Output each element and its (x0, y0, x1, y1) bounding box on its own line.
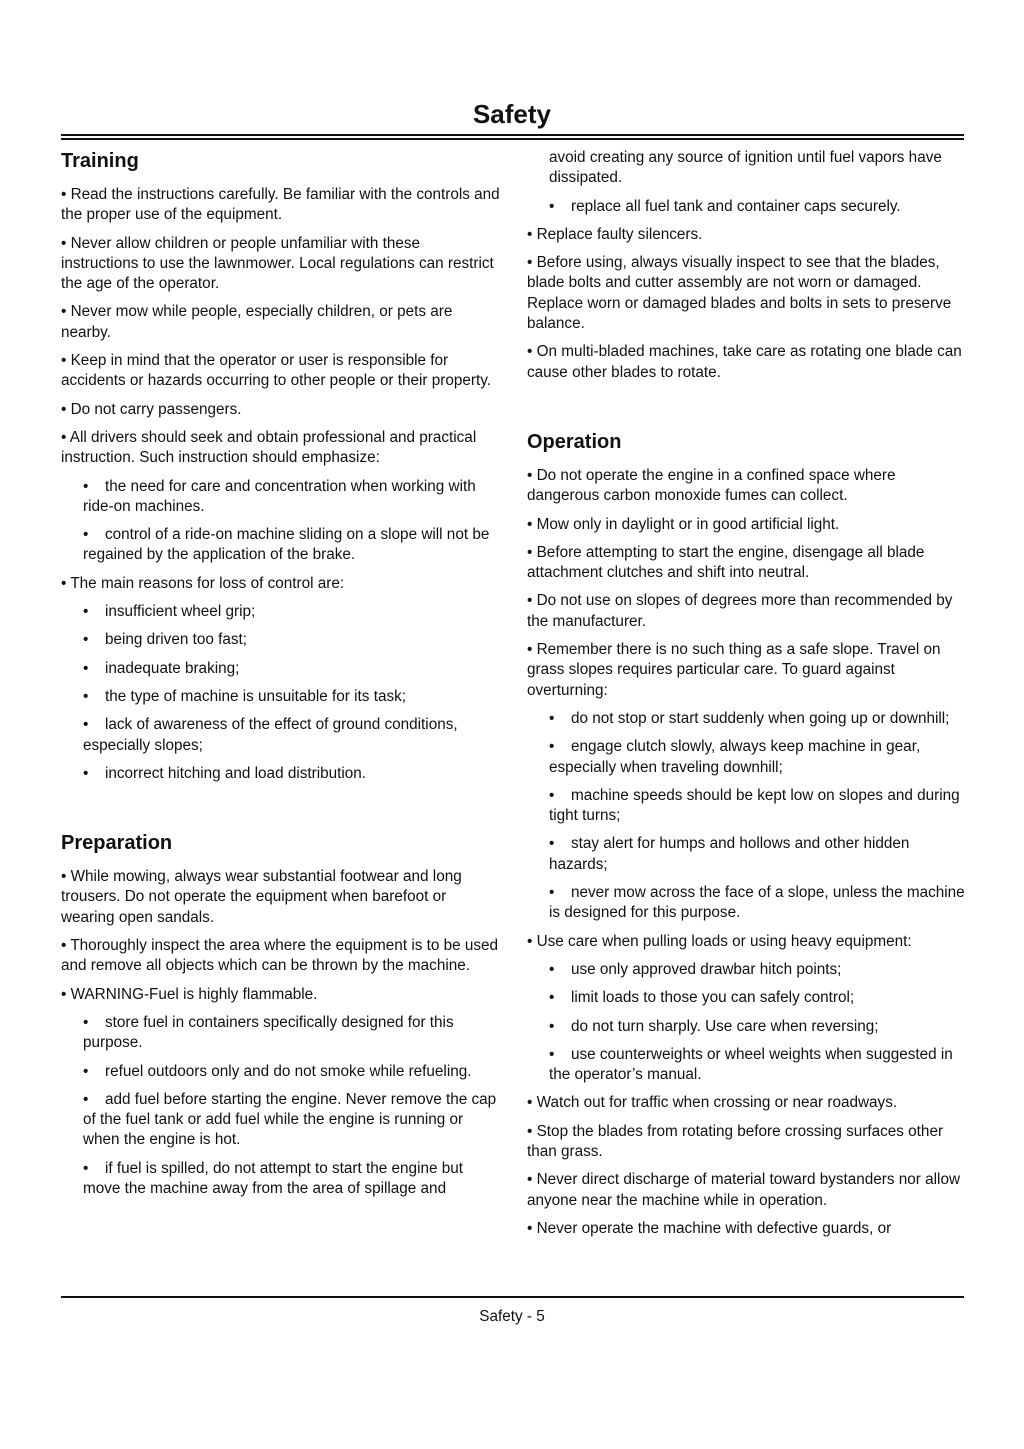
operation-heading: Operation (527, 430, 622, 453)
training-heading: Training (61, 150, 139, 172)
section-gap (527, 391, 967, 429)
sub-bullet (83, 525, 501, 566)
sub-bullet-text: the type of machine is unsuitable for its task; (105, 687, 406, 705)
bullet-icon: • (83, 764, 89, 782)
sub-bullet-text: add fuel before starting the engine. Never remove the cap of the fuel tank or add fuel while the engine is running or when the engine is hot. (83, 1090, 497, 1149)
paragraph: • Do not use on slopes of degrees more than recommended by the manufacturer. (527, 592, 953, 630)
sub-bullet-text: store fuel in containers specifically designed for this purpose. (83, 1013, 454, 1052)
sub-bullet (83, 602, 501, 622)
sub-bullet-text: refuel outdoors only and do not smoke while refueling. (105, 1062, 472, 1080)
sub-bullet (83, 659, 501, 679)
sub-bullet-text: stay alert for humps and hollows and other hidden hazards; (549, 835, 910, 873)
paragraph: • Do not operate the engine in a confined space where dangerous carbon monoxide fumes can collect. (527, 466, 896, 505)
bullet-icon: • (549, 835, 555, 853)
paragraph: • Before attempting to start the engine, disengage all blade attachment clutches and shift into neutral. (527, 543, 925, 582)
sub-bullet (549, 709, 967, 729)
sub-bullet (83, 1090, 501, 1151)
page-title: Safety (472, 99, 552, 129)
bullet-icon: • (83, 1013, 89, 1031)
bullet-icon: • (83, 1090, 89, 1108)
sub-bullet-text: replace all fuel tank and container caps securely. (571, 197, 901, 215)
paragraph: • Read the instructions carefully. Be familiar with the controls and the proper use of the equipment. (61, 186, 500, 224)
bullet-icon: • (83, 1062, 89, 1080)
sub-bullet (549, 786, 967, 827)
bullet-icon: • (549, 960, 555, 978)
paragraph: • All drivers should seek and obtain professional and practical instruction. Such instruction should emphasize: (61, 428, 477, 467)
sub-bullet (549, 960, 967, 980)
bullet-icon: • (549, 197, 555, 215)
paragraph: • WARNING-Fuel is highly flammable. (61, 985, 318, 1003)
sub-bullet-text: use only approved drawbar hitch points; (571, 960, 842, 978)
paragraph: • While mowing, always wear substantial footwear and long trousers. Do not operate the equipment when barefoot or wearing open sandals. (61, 868, 462, 926)
paragraph: • Watch out for traffic when crossing or near roadways. (527, 1094, 898, 1112)
paragraph: • The main reasons for loss of control are: (61, 574, 345, 592)
sub-bullet (83, 1062, 501, 1082)
sub-bullet-text: do not turn sharply. Use care when reversing; (571, 1017, 879, 1035)
paragraph: • Keep in mind that the operator or user is responsible for accidents or hazards occurring to other people or their property. (61, 352, 491, 390)
sub-bullet (83, 764, 501, 784)
bullet-icon: • (549, 786, 555, 804)
sub-bullet-text: the need for care and concentration when working with ride-on machines. (83, 477, 476, 515)
bullet-icon: • (549, 884, 555, 902)
sub-bullet (83, 477, 501, 518)
sub-bullet (549, 737, 967, 778)
paragraph: • Do not carry passengers. (61, 400, 242, 418)
header-rule (61, 134, 964, 140)
paragraph: • Mow only in daylight or in good artificial light. (527, 515, 840, 533)
sub-bullet-text: limit loads to those you can safely control; (571, 989, 855, 1007)
sub-bullet-text: inadequate braking; (105, 659, 240, 677)
paragraph: • Replace faulty silencers. (527, 225, 703, 243)
paragraph: • Remember there is no such thing as a safe slope. Travel on grass slopes requires particular care. To guard against overturning: (527, 641, 941, 699)
paragraph: • Never mow while people, especially children, or pets are nearby. (61, 303, 453, 341)
sub-bullet-text: incorrect hitching and load distribution. (105, 764, 367, 782)
bullet-icon: • (83, 526, 89, 544)
paragraph: • Never operate the machine with defective guards, or (527, 1219, 892, 1237)
sub-bullet-text: being driven too fast; (105, 631, 248, 649)
paragraph: • Never allow children or people unfamiliar with these instructions to use the lawnmower. Local regulations can restrict the age of the operator. (61, 234, 494, 293)
paragraph: • Before using, always visually inspect to see that the blades, blade bolts and cutter assembly are not worn or damaged. Replace worn or damaged blades and bolts in sets to preserve balance. (527, 254, 952, 333)
sub-bullet (549, 883, 967, 924)
page-footer: Safety - 5 (479, 1308, 545, 1325)
sub-bullet (549, 1045, 967, 1086)
sub-bullet (549, 1017, 967, 1037)
sub-bullet-text: engage clutch slowly, always keep machine in gear, especially when traveling downhill; (549, 738, 921, 776)
paragraph: • Stop the blades from rotating before crossing surfaces other than grass. (527, 1122, 944, 1160)
sub-bullet (549, 988, 967, 1008)
footer-rule (61, 1296, 964, 1298)
bullet-icon: • (83, 687, 89, 705)
paragraph: • On multi-bladed machines, take care as rotating one blade can cause other blades to rotate. (527, 343, 962, 381)
sub-bullet-text: do not stop or start suddenly when going up or downhill; (571, 709, 950, 727)
sub-bullet (83, 630, 501, 650)
sub-bullet-text: insufficient wheel grip; (105, 603, 256, 621)
sub-bullet-text: machine speeds should be kept low on slopes and during tight turns; (549, 786, 960, 825)
sub-bullet-text: lack of awareness of the effect of ground conditions, especially slopes; (83, 716, 458, 754)
paragraph: • Use care when pulling loads or using heavy equipment: (527, 932, 912, 950)
sub-bullet (549, 197, 967, 217)
sub-bullet (83, 687, 501, 707)
sub-bullet (549, 834, 967, 875)
right-column (527, 148, 967, 1247)
sub-bullet-text: use counterweights or wheel weights when suggested in the operator’s manual. (549, 1045, 953, 1084)
bullet-icon: • (83, 631, 89, 649)
sub-bullet-text: never mow across the face of a slope, unless the machine is designed for this purpose. (549, 884, 965, 922)
bullet-icon: • (549, 709, 555, 727)
bullet-icon: • (83, 477, 89, 495)
sub-bullet (83, 1013, 501, 1054)
sub-bullet-text: if fuel is spilled, do not attempt to start the engine but move the machine away from the area of spillage and (83, 1159, 463, 1197)
continued-text: avoid creating any source of ignition until fuel vapors have dissipated. (549, 149, 942, 187)
sub-bullet-text: control of a ride-on machine sliding on a slope will not be regained by the application of the brake. (83, 526, 490, 564)
bullet-icon: • (549, 738, 555, 756)
preparation-heading: Preparation (61, 832, 173, 855)
bullet-icon: • (83, 716, 89, 734)
sub-bullet (83, 1159, 501, 1200)
left-column (61, 148, 501, 1207)
bullet-icon: • (549, 1017, 555, 1035)
bullet-icon: • (549, 1045, 555, 1063)
bullet-icon: • (549, 989, 555, 1007)
paragraph: • Thoroughly inspect the area where the equipment is to be used and remove all objects which can be thrown by the machine. (61, 937, 499, 975)
paragraph: • Never direct discharge of material toward bystanders nor allow anyone near the machine while in operation. (527, 1171, 961, 1209)
bullet-icon: • (83, 603, 89, 621)
bullet-icon: • (83, 659, 89, 677)
bullet-icon: • (83, 1159, 89, 1177)
section-gap (61, 792, 501, 830)
sub-bullet (83, 715, 501, 756)
